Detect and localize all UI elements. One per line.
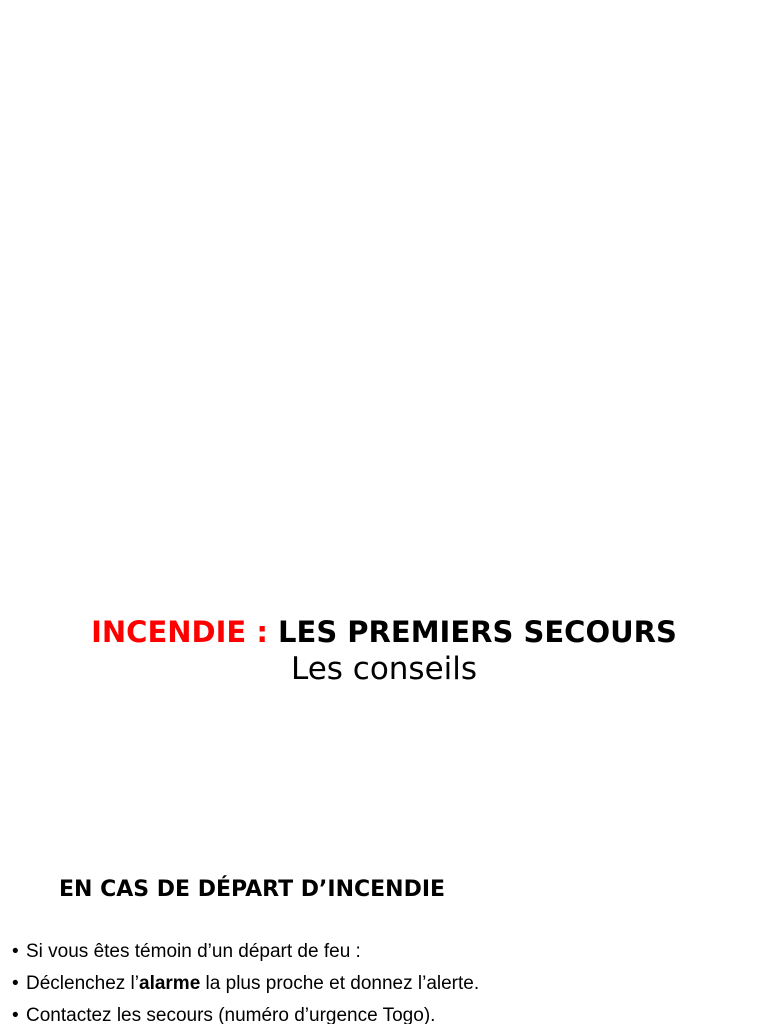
list-item-text: Si vous êtes témoin d’un départ de feu :: [26, 941, 361, 962]
list-item-emphasis: alarme: [139, 973, 201, 994]
list-item-text-after: la plus proche et donnez l’alerte.: [200, 973, 480, 994]
list-item: [12, 936, 479, 968]
bullet-icon: •: [12, 973, 19, 994]
bullet-icon: •: [12, 1005, 19, 1024]
section-heading: EN CAS DE DÉPART D’INCENDIE: [59, 877, 446, 902]
list-item-text: Déclenchez l’: [26, 973, 139, 994]
list-item-text: Contactez les secours (numéro d’urgence Togo).: [26, 1005, 436, 1024]
title-accent: INCENDIE :: [91, 615, 268, 649]
title-block: [0, 612, 768, 689]
page-subtitle: Les conseils: [290, 651, 478, 687]
bullet-icon: •: [12, 941, 19, 962]
list-item: [12, 968, 479, 1000]
list-item: [12, 1000, 479, 1024]
advice-list: [12, 936, 479, 1024]
page-title: [0, 612, 768, 652]
title-main: LES PREMIERS SECOURS: [278, 615, 677, 649]
